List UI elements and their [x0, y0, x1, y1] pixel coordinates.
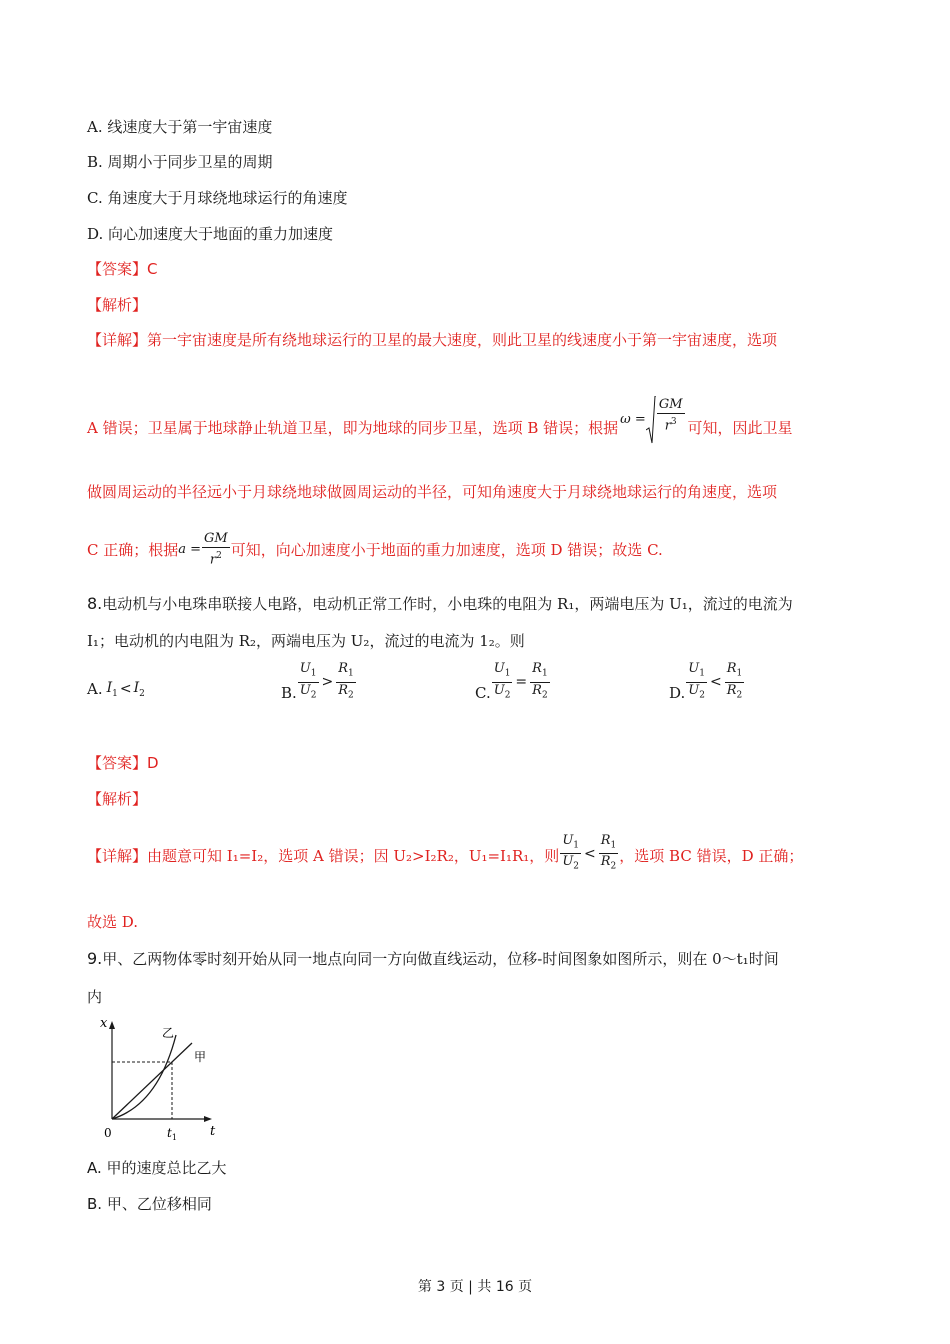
less-than: <: [584, 845, 596, 862]
footer-text: 页 | 共: [449, 1279, 492, 1295]
q8-analysis-tag: 【解析】: [87, 790, 148, 808]
q8-answer: [87, 753, 159, 773]
origin-label: 0: [104, 1126, 112, 1140]
q7-option-c: C. 角速度大于月球绕地球运行的角速度: [87, 189, 348, 207]
answer-tag: 【答案】: [87, 754, 148, 772]
answer-value: D: [147, 754, 159, 772]
q7-answer: [87, 259, 158, 279]
q8-stem-line1: [87, 594, 793, 614]
t-subscript: 1: [171, 1133, 177, 1142]
option-label: B.: [281, 684, 297, 703]
detail-tag: 【详解】: [87, 331, 148, 349]
q7-detail-line1: [87, 330, 777, 350]
answer-tag: 【答案】: [87, 260, 148, 278]
q7-detail-line2: [87, 392, 793, 444]
a-symbol: a =: [178, 541, 202, 557]
greater-than: >: [321, 674, 334, 691]
total-pages: 16: [495, 1279, 514, 1295]
q8-detail-line2: 故选 D.: [87, 913, 139, 931]
line-jia: [112, 1043, 192, 1119]
r1-over-r2: $\frac{R_1}{R_2}$: [726, 661, 743, 701]
x-axis-arrow-icon: [204, 1116, 212, 1122]
r1-over-r2: $\frac{R_1}{R_2}$: [338, 661, 354, 701]
less-than: <: [709, 674, 722, 691]
position-time-graph: [88, 1015, 228, 1143]
ratio-inequality: [559, 834, 619, 874]
q8-option-c: [475, 662, 551, 702]
option-label: C.: [475, 684, 491, 703]
detail-text: C 正确；根据: [87, 541, 179, 559]
u1-over-u2: $\frac{U_1}{U_2}$: [562, 832, 580, 872]
q8-option-a: [87, 680, 145, 699]
exponent: 2: [216, 551, 222, 562]
i2-symbol: $I_2$: [133, 680, 145, 699]
curve-yi: [112, 1035, 176, 1119]
q9-option-b: B. 甲、乙位移相同: [87, 1195, 212, 1213]
q7-analysis-tag: 【解析】: [87, 296, 148, 314]
r1-over-r2: $\frac{R_1}{R_2}$: [532, 661, 548, 701]
q7-option-a: A. 线速度大于第一宇宙速度: [87, 118, 273, 136]
q8-stem-line2: I₁；电动机的内电阻为 R₂，两端电压为 U₂，流过的电流为 1₂。则: [87, 632, 525, 650]
u1-over-u2: $\frac{U_1}{U_2}$: [493, 661, 511, 701]
page-number: 3: [436, 1279, 446, 1295]
question-number: 9.: [87, 949, 103, 968]
q7-detail-line4: [87, 530, 663, 570]
page-footer: [0, 1276, 950, 1296]
y-axis-label: x: [100, 1016, 108, 1031]
r1-over-r2: $\frac{R_1}{R_2}$: [600, 832, 617, 872]
gm-over-r3: [657, 398, 685, 444]
denominator: [208, 548, 224, 567]
exponent: 3: [670, 417, 677, 427]
detail-text: ，选项 BC 错误，D 正确；: [619, 847, 804, 865]
gm-over-r2: [202, 532, 230, 567]
footer-text: 页: [518, 1279, 533, 1295]
t-symbol: t: [167, 1126, 172, 1140]
curve-yi-label: 乙: [162, 1026, 175, 1040]
omega-symbol: ω =: [620, 412, 646, 427]
accel-formula: [178, 532, 230, 567]
numerator: GM: [204, 531, 228, 547]
answer-value: C: [147, 260, 158, 278]
stem-text: 电动机与小电珠串联接人电路，电动机正常工作时，小电珠的电阻为 R₁，两端电压为 U₁，流过的电流为: [102, 595, 793, 613]
stem-text: 甲、乙两物体零时刻开始从同一地点向同一方向做直线运动，位移-时间图象如图所示，则在 0～t₁时间: [102, 950, 779, 968]
option-label: A.: [87, 680, 103, 699]
y-axis-arrow-icon: [109, 1021, 115, 1029]
less-than: <: [119, 681, 132, 698]
detail-tag: 【详解】: [87, 847, 148, 865]
r-symbol: r: [209, 552, 217, 568]
q8-detail-line1: [87, 818, 804, 872]
q8-option-b: [281, 662, 357, 702]
t1-label: [167, 1126, 177, 1142]
numerator: GM: [658, 397, 683, 412]
detail-text: 由题意可知 I₁=I₂，选项 A 错误；因 U₂>I₂R₂，U₁=I₁R₁，则: [147, 847, 560, 865]
i1-symbol: $I_1$: [106, 680, 118, 699]
question-number: 8.: [87, 594, 103, 613]
detail-text: 可知，向心加速度小于地面的重力加速度，选项 D 错误；故选 C.: [230, 541, 663, 559]
detail-text: 第一宇宙速度是所有绕地球运行的卫星的最大速度，则此卫星的线速度小于第一宇宙速度，选项: [147, 331, 778, 349]
u1-over-u2: $\frac{U_1}{U_2}$: [688, 661, 705, 701]
detail-text: A 错误；卫星属于地球静止轨道卫星，即为地球的同步卫星，选项 B 错误；根据: [87, 419, 619, 437]
sqrt-sign: [646, 396, 686, 444]
q9-option-a: A. 甲的速度总比乙大: [87, 1159, 227, 1177]
q7-option-d: D. 向心加速度大于地面的重力加速度: [87, 225, 334, 243]
radical-icon: [646, 396, 656, 444]
q7-option-b: B. 周期小于同步卫星的周期: [87, 153, 273, 171]
r-symbol: r: [664, 418, 671, 434]
q8-option-d: [669, 662, 745, 702]
footer-text: 第: [417, 1279, 432, 1295]
u1-over-u2: $\frac{U_1}{U_2}$: [299, 661, 317, 701]
option-label: D.: [669, 684, 686, 703]
q7-detail-line3: 做圆周运动的半径远小于月球绕地球做圆周运动的半径，可知角速度大于月球绕地球运行的角速度，选项: [87, 483, 778, 501]
line-jia-label: 甲: [194, 1050, 207, 1064]
equals: =: [515, 674, 528, 691]
q9-stem-line1: [87, 949, 779, 969]
omega-formula: [620, 396, 685, 444]
denominator: [663, 414, 679, 433]
q9-stem-line2: 内: [87, 988, 103, 1006]
x-axis-label: t: [210, 1124, 216, 1139]
detail-text: 可知，因此卫星: [687, 419, 793, 437]
